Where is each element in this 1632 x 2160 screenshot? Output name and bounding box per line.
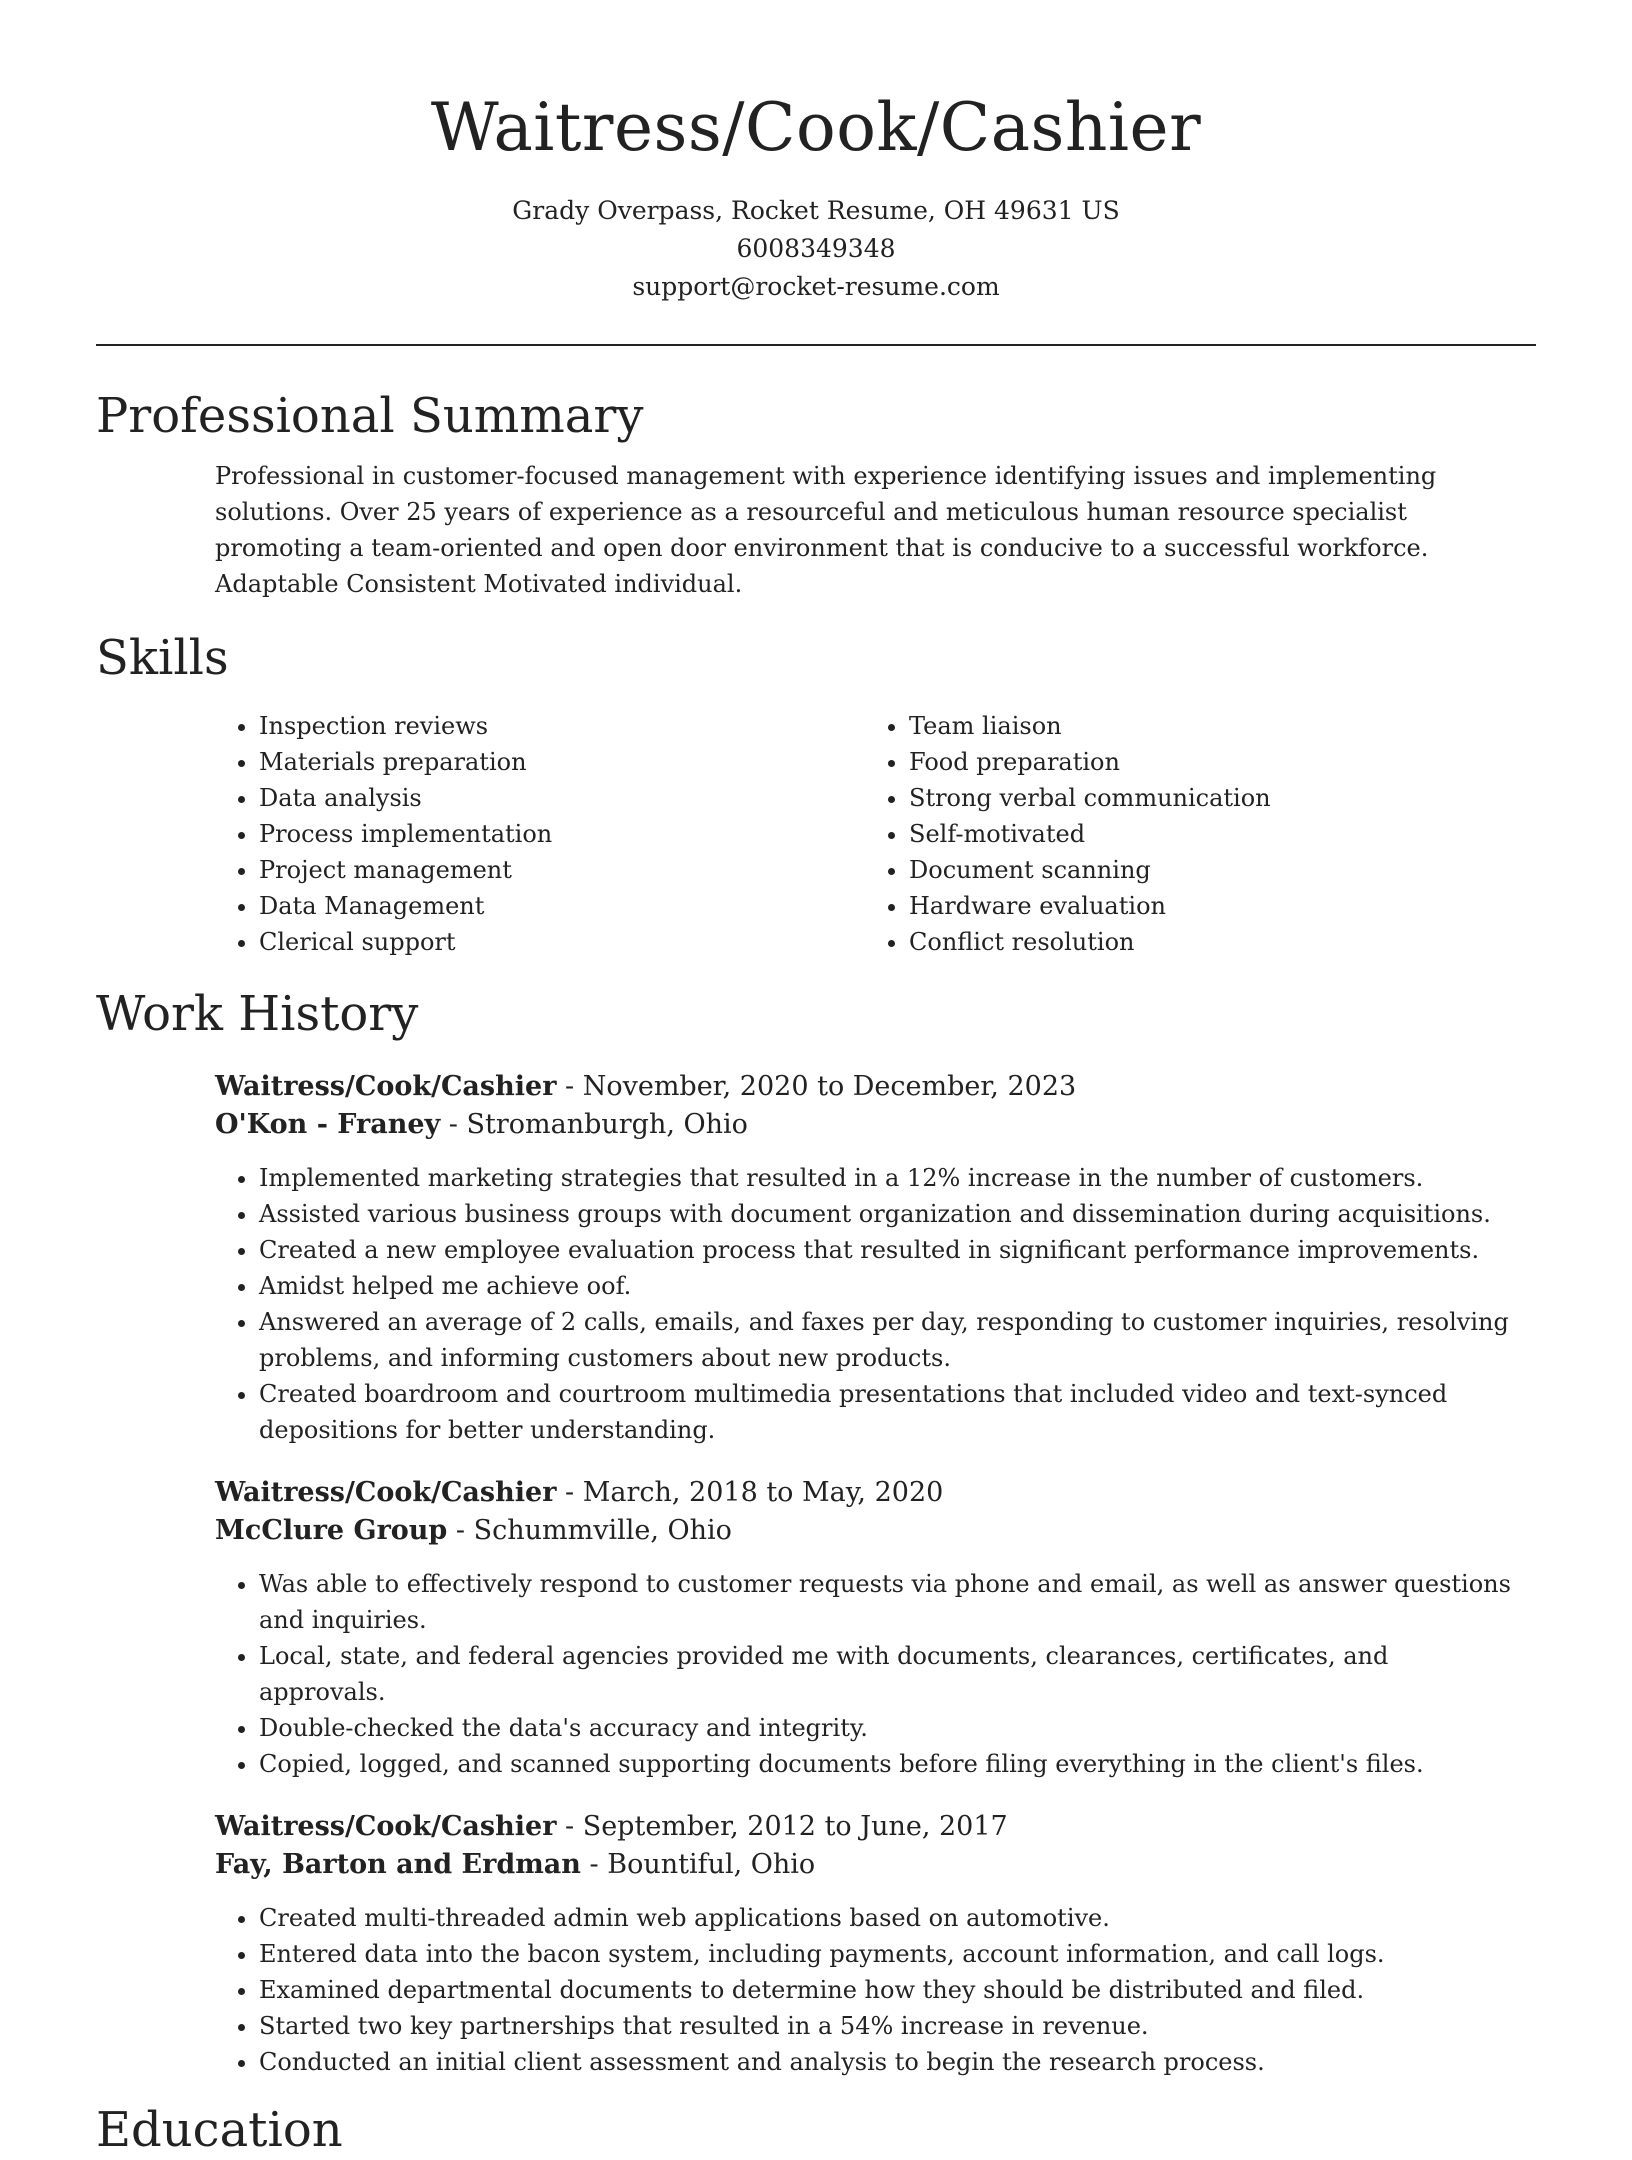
job-entry <box>215 1474 1536 1782</box>
job-title-line <box>215 1808 1536 1846</box>
skills-list-right <box>865 708 1515 960</box>
job-title-line <box>215 1474 1536 1512</box>
skill-item: • Materials preparation <box>259 744 865 780</box>
job-duty: • Answered an average of 2 calls, emails, and faxes per day, responding to customer inquiries, resolving problems, and informing customers about new products. <box>259 1304 1515 1376</box>
job-location: - Stromanburgh, Ohio <box>440 1109 748 1140</box>
skills-section <box>96 628 1536 960</box>
job-duty: • Created boardroom and courtroom multimedia presentations that included video and text-synced depositions for better understanding. <box>259 1376 1515 1448</box>
job-duty: • Was able to effectively respond to customer requests via phone and email, as well as answer questions and inquiries. <box>259 1566 1515 1638</box>
job-duty: • Created multi-threaded admin web applications based on automotive. <box>259 1900 1515 1936</box>
job-duties <box>215 1160 1515 1448</box>
job-company: McClure Group <box>215 1515 448 1546</box>
skill-item: • Self-motivated <box>909 816 1515 852</box>
job-duty: • Implemented marketing strategies that resulted in a 12% increase in the number of customers. <box>259 1160 1515 1196</box>
work-history-heading: Work History <box>96 986 419 1042</box>
work-history-section <box>96 984 1536 2080</box>
resume-header <box>96 0 1536 306</box>
job-location: - Schummville, Ohio <box>447 1515 732 1546</box>
education-heading: Education <box>96 2102 343 2158</box>
job-duty: • Amidst helped me achieve oof. <box>259 1268 1515 1304</box>
job-duty: • Entered data into the bacon system, including payments, account information, and call logs. <box>259 1936 1515 1972</box>
skill-item: • Hardware evaluation <box>909 888 1515 924</box>
job-location: - Bountiful, Ohio <box>580 1849 816 1880</box>
skill-item: • Team liaison <box>909 708 1515 744</box>
job-duty: • Assisted various business groups with document organization and dissemination during acquisitions. <box>259 1196 1515 1232</box>
job-duty: • Started two key partnerships that resulted in a 54% increase in revenue. <box>259 2008 1515 2044</box>
summary-section <box>96 386 1536 602</box>
skill-item: • Conflict resolution <box>909 924 1515 960</box>
job-company-line <box>215 1846 1536 1884</box>
job-duty: • Copied, logged, and scanned supporting documents before filing everything in the client's files. <box>259 1746 1515 1782</box>
job-company: O'Kon - Franey <box>215 1109 441 1140</box>
contact-info <box>96 192 1536 306</box>
job-duty: • Created a new employee evaluation process that resulted in significant performance improvements. <box>259 1232 1515 1268</box>
contact-address: Grady Overpass, Rocket Resume, OH 49631 US <box>512 196 1120 225</box>
job-company-line <box>215 1512 1536 1550</box>
job-title: Waitress/Cook/Cashier <box>215 1477 557 1508</box>
job-dates: - September, 2012 to June, 2017 <box>556 1811 1008 1842</box>
job-entry <box>215 1068 1536 1448</box>
contact-phone: 6008349348 <box>736 234 896 263</box>
skills-list-left <box>215 708 865 960</box>
job-company: Fay, Barton and Erdman <box>215 1849 581 1880</box>
header-divider <box>96 344 1536 346</box>
job-title-line <box>215 1068 1536 1106</box>
job-title: Waitress/Cook/Cashier <box>215 1811 557 1842</box>
job-duty: • Local, state, and federal agencies provided me with documents, clearances, certificates, and approvals. <box>259 1638 1515 1710</box>
job-entry <box>215 1808 1536 2080</box>
summary-heading: Professional Summary <box>96 388 644 444</box>
education-section <box>96 2100 1536 2160</box>
skill-item: • Strong verbal communication <box>909 780 1515 816</box>
skills-heading: Skills <box>96 630 229 686</box>
job-duties <box>215 1566 1515 1782</box>
skill-item: • Inspection reviews <box>259 708 865 744</box>
skill-item: • Process implementation <box>259 816 865 852</box>
skill-item: • Data analysis <box>259 780 865 816</box>
job-duty: • Conducted an initial client assessment and analysis to begin the research process. <box>259 2044 1515 2080</box>
skills-columns <box>215 708 1536 960</box>
job-dates: - March, 2018 to May, 2020 <box>556 1477 944 1508</box>
skill-item: • Document scanning <box>909 852 1515 888</box>
contact-email: support@rocket-resume.com <box>632 272 1000 301</box>
skill-item: • Project management <box>259 852 865 888</box>
job-duties <box>215 1900 1515 2080</box>
skill-item: • Food preparation <box>909 744 1515 780</box>
skill-item: • Clerical support <box>259 924 865 960</box>
job-title: Waitress/Cook/Cashier <box>215 1071 557 1102</box>
skill-item: • Data Management <box>259 888 865 924</box>
job-company-line <box>215 1106 1536 1144</box>
job-duty: • Double-checked the data's accuracy and integrity. <box>259 1710 1515 1746</box>
job-duty: • Examined departmental documents to determine how they should be distributed and filed. <box>259 1972 1515 2008</box>
candidate-name: Waitress/Cook/Cashier <box>430 89 1202 166</box>
summary-text: Professional in customer-focused management with experience identifying issues and implementing solutions. Over 25 years of experience as a resourceful and meticulous human resource specialist promoting a team-oriented and open door environment that is conducive to a successful workforce. Adaptable Consistent Motivated individual. <box>215 462 1437 598</box>
job-dates: - November, 2020 to December, 2023 <box>556 1071 1077 1102</box>
